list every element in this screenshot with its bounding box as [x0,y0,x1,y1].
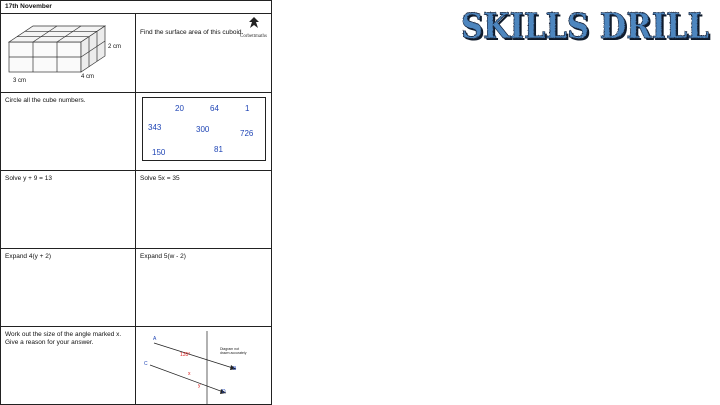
q5-line2: Give a reason for your answer. [5,339,94,346]
point-d-label: D [222,389,226,395]
skills-drill-title: SKILLS DRILL [461,6,709,47]
angle-x-label: x [188,371,191,377]
q4-left-cell [0,248,136,327]
logo-text: Corbettmaths [240,34,267,39]
q1-text: Find the surface area of this cuboid. [140,29,244,36]
number-item: 343 [148,123,162,132]
q5-question-cell [0,326,136,405]
point-a-label: A [153,336,157,342]
q4-left-text: Expand 4(y + 2) [5,253,52,260]
number-item: 20 [175,104,184,113]
number-item: 300 [196,125,210,134]
diagram-note-line2: drawn accurately [220,351,247,355]
q1-diagram-cell [0,13,136,93]
number-item: 1 [245,104,250,113]
q4-right-text: Expand 5(w - 2) [140,253,186,260]
q5-line1: Work out the size of the angle marked x. [5,331,122,338]
angle-135-label: 135° [180,352,191,358]
q3-left-text: Solve y + 9 = 13 [5,175,52,182]
numbers-box [142,97,266,161]
diagram-note [220,347,246,355]
q5-text [5,331,131,347]
point-c-label: C [144,361,148,367]
number-item: 150 [152,148,166,157]
cuboid-height-label: 2 cm [108,44,122,50]
q3-right-cell [135,170,272,249]
q5-diagram-cell [135,326,272,405]
number-item: 726 [240,129,254,138]
q1-question-cell [135,13,272,93]
point-b-label: B [233,366,237,372]
diagram-note-line1: Diagram not [220,347,240,351]
q2-numbers-cell [135,92,272,171]
q4-right-cell [135,248,272,327]
number-item: 64 [210,104,219,113]
worksheet [0,0,272,405]
corbettmaths-logo-icon [246,17,262,29]
q3-left-cell [0,170,136,249]
q2-question-cell [0,92,136,171]
q2-text: Circle all the cube numbers. [5,97,86,104]
skills-drill-shadow: SKILLS DRILL [463,8,711,48]
number-item: 81 [214,145,223,154]
date-header: 17th November [0,0,272,14]
q3-right-text: Solve 5x = 35 [140,175,180,182]
cuboid-width-label: 3 cm [13,78,27,84]
skills-drill-banner [456,2,714,48]
angle-y-label: y [198,383,201,389]
cuboid-length-label: 4 cm [81,74,95,80]
